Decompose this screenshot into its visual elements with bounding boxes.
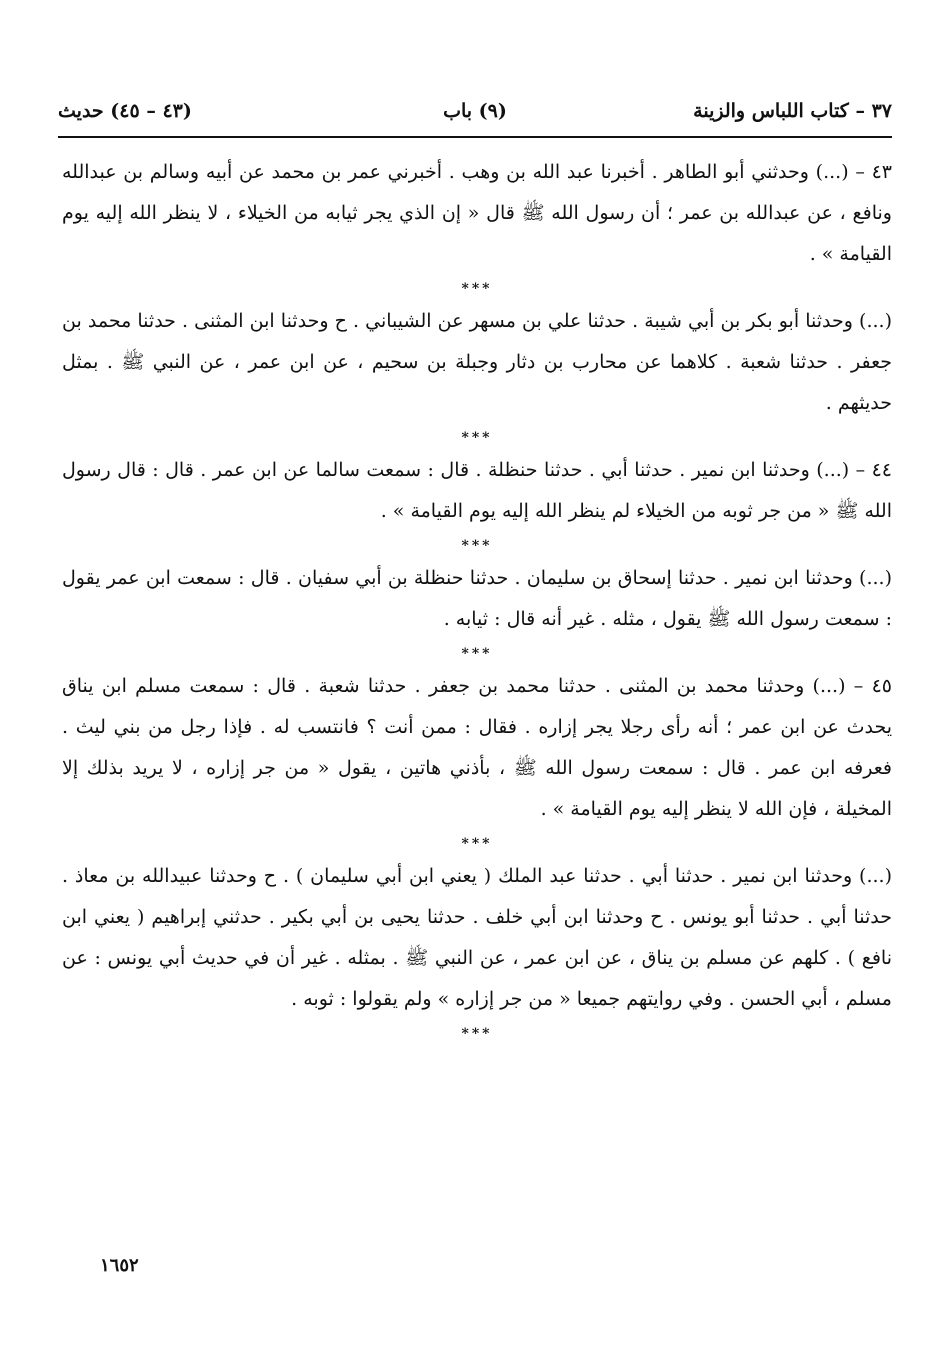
hadith-paragraph: (...) وحدثنا ابن نمير . حدثنا أبي . حدثنا عبد الملك ( يعني ابن أبي سليمان ) . ح وحدثنا عبيدالله بن معاذ . حدثنا أبي . حدثنا أبو يونس . ح وحدثنا ابن أبي خلف . حدثنا يحيى بن أبي بكير . حدثني إبراهيم ( يعني ابن نافع ) . كلهم عن مسلم بن يناق ، عن ابن عمر ، عن النبي ﷺ . بمثله . غير أن في حديث أبي يونس : عن مسلم ، أبي الحسن . وفي روايتهم جميعا « من جر إزاره » ولم يقولوا : ثوبه . (62, 865, 892, 1010)
hadith-paragraph: (...) وحدثنا ابن نمير . حدثنا إسحاق بن سليمان . حدثنا حنظلة بن أبي سفيان . قال : سمعت ابن عمر يقول : سمعت رسول الله ﷺ يقول ، مثله . غير أنه قال : ثيابه . (62, 567, 892, 630)
header-hadith-range: (٤٣ – ٤٥) حديث (58, 100, 192, 122)
page-number: ١٦٥٢ (100, 1255, 139, 1276)
section-separator: *** (461, 646, 493, 662)
header-chapter: (٩) باب (443, 100, 507, 122)
section-separator: *** (461, 836, 493, 852)
section-separator: *** (461, 538, 493, 554)
hadith-paragraph: ٤٤ – (...) وحدثنا ابن نمير . حدثنا أبي . حدثنا حنظلة . قال : سمعت سالما عن ابن عمر . قال : قال رسول الله ﷺ « من جر ثوبه من الخيلاء لم ينظر الله إليه يوم القيامة » . (62, 459, 892, 522)
section-separator: *** (461, 430, 493, 446)
running-header (58, 92, 892, 132)
hadith-paragraph: (...) وحدثنا أبو بكر بن أبي شيبة . حدثنا علي بن مسهر عن الشيباني . ح وحدثنا ابن المثنى . حدثنا محمد بن جعفر . حدثنا شعبة . كلاهما عن محارب بن دثار وجبلة بن سحيم ، عن ابن عمر ، عن النبي ﷺ . بمثل حديثهم . (62, 310, 892, 414)
hadith-paragraph: ٤٣ – (...) وحدثني أبو الطاهر . أخبرنا عبد الله بن وهب . أخبرني عمر بن محمد عن أبيه وسالم بن عبدالله ونافع ، عن عبدالله بن عمر ؛ أن رسول الله ﷺ قال « إن الذي يجر ثيابه من الخيلاء ، لا ينظر الله إليه يوم القيامة » . (62, 161, 892, 265)
header-rule (58, 136, 892, 138)
header-book-title: ٣٧ – كتاب اللباس والزينة (693, 100, 892, 122)
main-text (62, 152, 892, 1046)
section-separator: *** (461, 281, 493, 297)
hadith-paragraph: ٤٥ – (...) وحدثنا محمد بن المثنى . حدثنا محمد بن جعفر . حدثنا شعبة . قال : سمعت مسلم ابن يناق يحدث عن ابن عمر ؛ أنه رأى رجلا يجر إزاره . فقال : ممن أنت ؟ فانتسب له . فإذا رجل من بني ليث . فعرفه ابن عمر . قال : سمعت رسول الله ﷺ ، بأذني هاتين ، يقول « من جر إزاره ، لا يريد بذلك إلا المخيلة ، فإن الله لا ينظر إليه يوم القيامة » . (62, 675, 892, 820)
section-separator: *** (461, 1026, 493, 1042)
